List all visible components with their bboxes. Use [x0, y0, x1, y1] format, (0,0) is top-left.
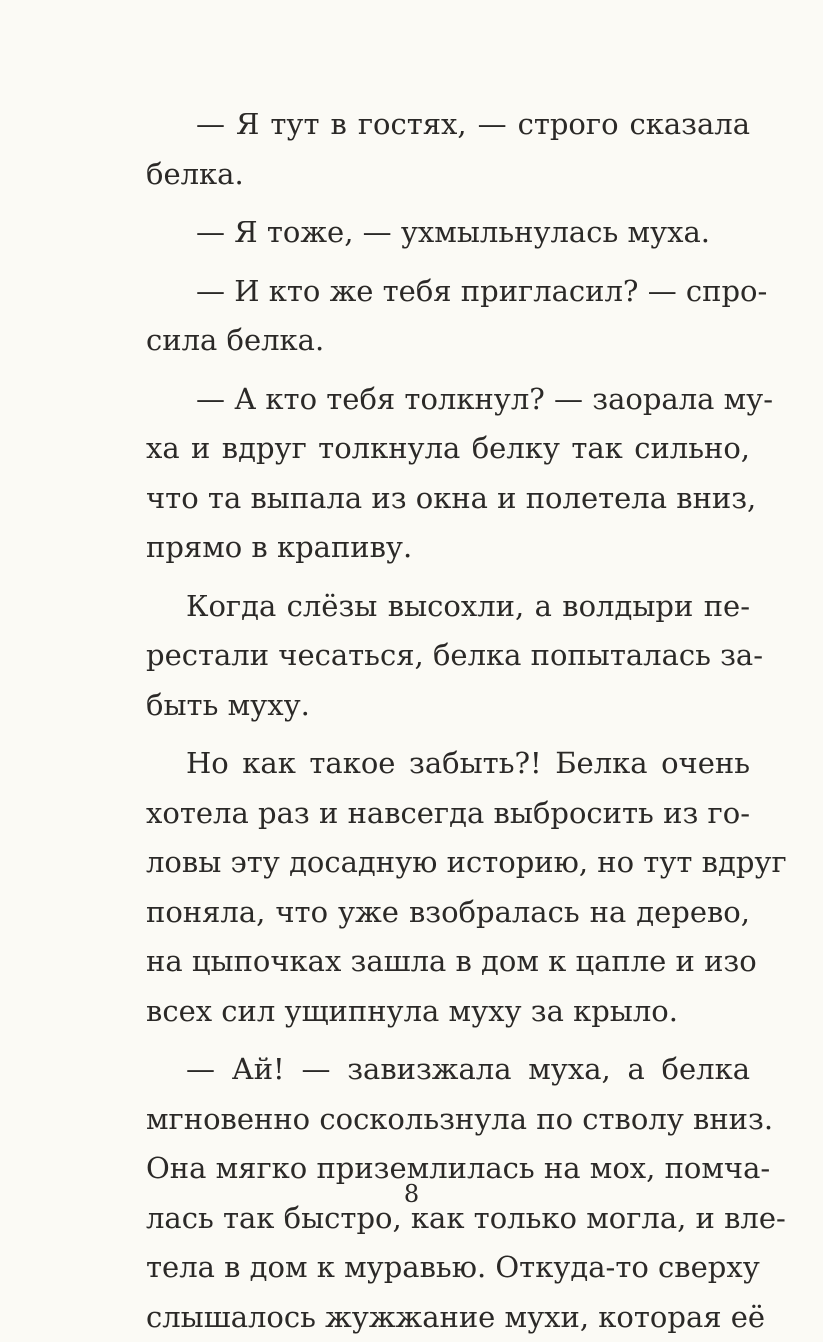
page-number: 8: [0, 1180, 823, 1208]
text-line: мгновенно соскользнула по стволу вниз.: [146, 1095, 750, 1145]
text-line: тела в дом к муравью. Откуда-то сверху: [146, 1243, 750, 1293]
text-line: поняла, что уже взобралась на дерево,: [146, 888, 750, 938]
text-line: на цыпочках зашла в дом к цапле и изо: [146, 937, 750, 987]
text-line: — Я тут в гостях, — строго сказала: [146, 100, 750, 150]
text-line: рестали чесаться, белка попыталась за-: [146, 631, 750, 681]
text-line: Она мягко приземлилась на мох, помча-: [146, 1144, 750, 1194]
text-line: слышалось жужжание мухи, которая её: [146, 1293, 750, 1342]
text-line: ха и вдруг толкнула белку так сильно,: [146, 424, 750, 474]
page-text: [146, 100, 750, 1342]
text-line: сила белка.: [146, 316, 750, 366]
text-line: ловы эту досадную историю, но тут вдруг: [146, 838, 750, 888]
text-line: белка.: [146, 150, 750, 200]
text-line: хотела раз и навсегда выбросить из го-: [146, 789, 750, 839]
text-line: Когда слёзы высохли, а волдыри пе-: [146, 582, 750, 632]
text-line: прямо в крапиву.: [146, 523, 750, 573]
text-line: — И кто же тебя пригласил? — спро-: [146, 267, 750, 317]
text-line: лась так быстро, как только могла, и вле-: [146, 1194, 750, 1244]
text-line: что та выпала из окна и полетела вниз,: [146, 474, 750, 524]
text-line: быть муху.: [146, 681, 750, 731]
text-line: — Я тоже, — ухмыльнулась муха.: [146, 208, 750, 258]
text-line: — Ай! — завизжала муха, а белка: [146, 1045, 750, 1095]
text-line: Но как такое забыть?! Белка очень: [146, 739, 750, 789]
text-line: всех сил ущипнула муху за крыло.: [146, 987, 750, 1037]
text-line: — А кто тебя толкнул? — заорала му-: [146, 375, 750, 425]
